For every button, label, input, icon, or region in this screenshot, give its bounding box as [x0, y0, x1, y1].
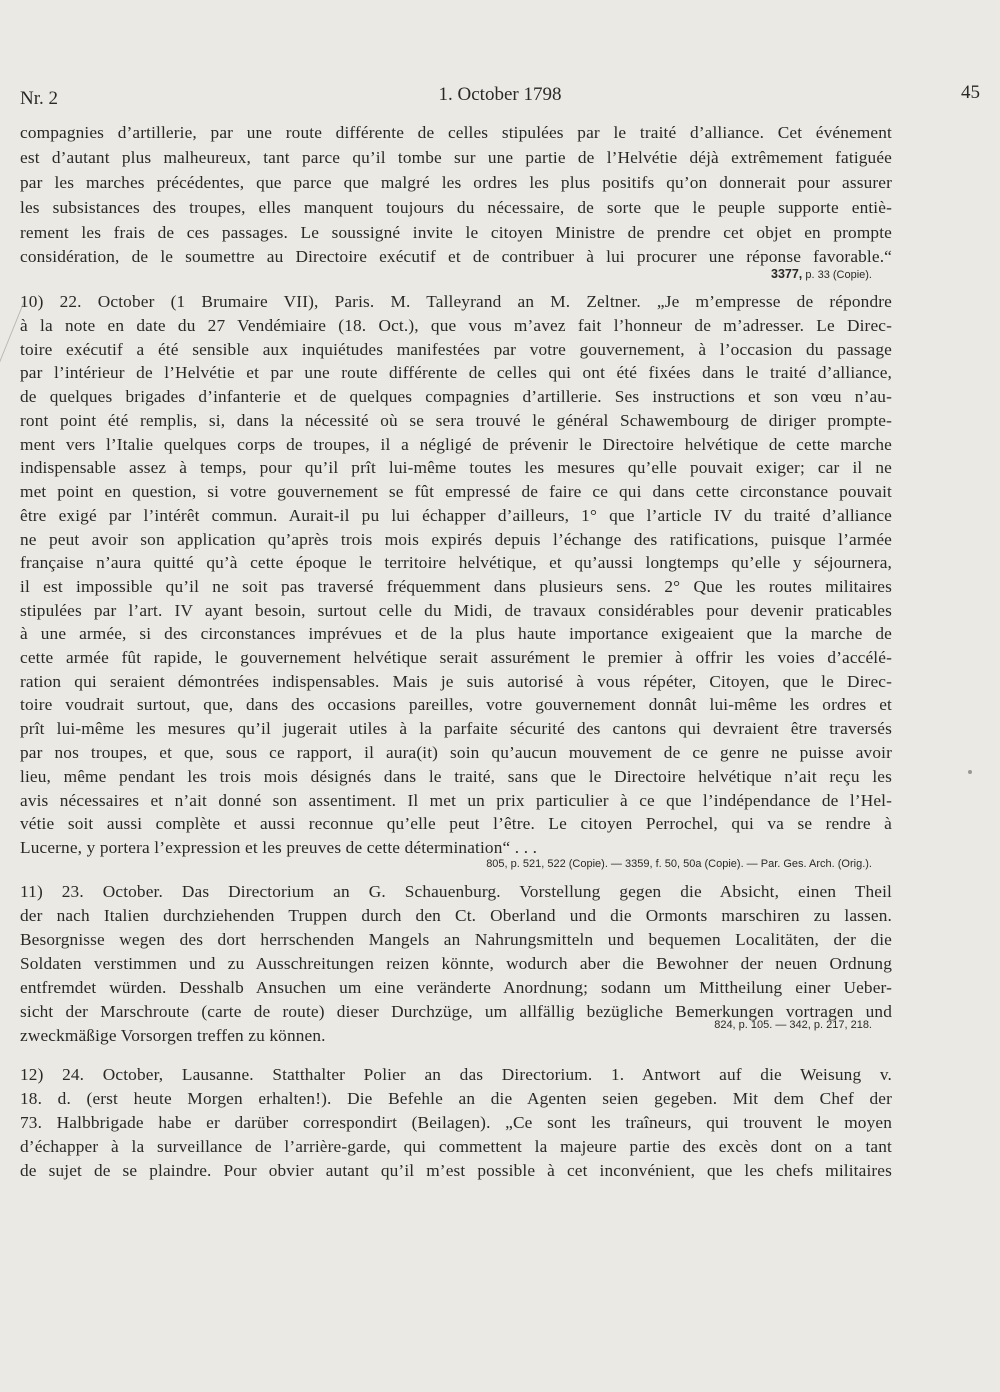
text-line: de sujet de se plaindre. Pour obvier autant qu’il m’est possible à cet inconvénient, que les chefs militaires	[20, 1161, 892, 1180]
text-line: cette armée fût rapide, le gouvernement helvétique serait assurément le premier à offrir les voies d’accélé-	[20, 648, 892, 667]
text-line: Soldaten verstimmen und zu Ausschreitungen reizen könnte, wodurch aber die Bewohner der neuen Ordnung	[20, 954, 892, 973]
text-line: ment vers l’Italie quelques corps de troupes, il a négligé de prévenir le Directoire helvétique de cette marche	[20, 435, 892, 454]
text-line: 10) 22. October (1 Brumaire VII), Paris. M. Talleyrand an M. Zeltner. „Je m’empresse de répondre	[20, 292, 892, 311]
page-speck	[968, 770, 972, 774]
text-line: les subsistances des troupes, elles manquent toujours du nécessaire, de sorte que le peuple supporte entiè-	[20, 198, 892, 217]
text-line: zweckmäßige Vorsorgen treffen zu können.	[20, 1026, 326, 1045]
page-header	[20, 82, 980, 108]
text-line: der nach Italien durchziehenden Truppen durch den Ct. Oberland und die Ormonts marschiren zu lassen.	[20, 906, 892, 925]
text-line: ne peut avoir son application qu’après trois mois expirés depuis l’échange des ratifications, puisque l’armée	[20, 530, 892, 549]
header-date: 1. October 1798	[438, 84, 562, 105]
text-line: Besorgnisse wegen des dort herrschenden Mangels an Nahrungsmitteln und bequemen Localitäten, der die	[20, 930, 892, 949]
page-number: 45	[961, 82, 980, 103]
text-line: 11) 23. October. Das Directorium an G. Schauenburg. Vorstellung gegen die Absicht, einen Theil	[20, 882, 892, 901]
text-line: 12) 24. October, Lausanne. Statthalter Polier an das Directorium. 1. Antwort auf die Weisung v.	[20, 1065, 892, 1084]
source-reference: 805, p. 521, 522 (Copie). — 3359, f. 50, 50a (Copie). — Par. Ges. Arch. (Orig.).	[486, 858, 872, 870]
text-line: lieu, même pendant les trois mois désignés dans le traité, sans que le Directoire helvétique n’ait reçu les	[20, 767, 892, 786]
text-line: à une armée, si des circonstances imprévues et de la plus haute importance exigeaient que la marche de	[20, 624, 892, 643]
text-line: de quelques brigades d’infanterie et de quelques compagnies d’artillerie. Ses instructions et son vœu n’au-	[20, 387, 892, 406]
source-reference	[771, 267, 872, 282]
text-line: il est impossible qu’il ne soit pas traversé fréquemment dans plusieurs sens. 2° Que les routes militaires	[20, 577, 892, 596]
text-line: met point en question, si votre gouvernement se fût empressé de faire ce qui dans cette circonstance pouvait	[20, 482, 892, 501]
text-line: ration qui seraient démontrées indispensables. Mais je suis autorisé à vous répéter, Citoyen, que le Direc-	[20, 672, 892, 691]
text-line: par nos troupes, et que, sous ce rapport, il aura(it) soin qu’aucun mouvement de ce genre ne puisse avoir	[20, 743, 892, 762]
text-line: 18. d. (erst heute Morgen erhalten!). Die Befehle an die Agenten seien gegeben. Mit dem Chef der	[20, 1089, 892, 1108]
text-line: avis nécessaires et n’ait donné son assentiment. Il met un prix particulier à ce que l’indépendance de l’Hel-	[20, 791, 892, 810]
text-line: par les marches précédentes, que parce que malgré les ordres les plus positifs qu’on donnerait pour assurer	[20, 173, 892, 192]
text-line: toire voudrait surtout, que, dans des occasions pareilles, votre gouvernement donnât lui-même les ordres et	[20, 695, 892, 714]
text-line: française n’aura quitté qu’à cette époque le territoire helvétique, et qu’aussi longtemps qu’elle y séjournera,	[20, 553, 892, 572]
text-line: stipulées par l’art. IV ayant besoin, surtout celle du Midi, de travaux considérables pour devenir praticables	[20, 601, 892, 620]
text-line: être exigé par l’intérêt commun. Aurait-il pu lui échapper d’ailleurs, 1° que l’article IV du traité d’alliance	[20, 506, 892, 525]
text-line: compagnies d’artillerie, par une route différente de celles stipulées par le traité d’alliance. Cet événement	[20, 123, 892, 142]
document-number: Nr. 2	[20, 88, 58, 109]
text-line: entfremdet würden. Desshalb Ansuchen um eine veränderte Anordnung; sodann um Mittheilung einer Ueber-	[20, 978, 892, 997]
text-line: prît lui-même les mesures qu’il jugerait utiles à la parfaite sécurité des cantons qui devraient être traversés	[20, 719, 892, 738]
text-line: sicht der Marschroute (carte de route) dieser Durchzüge, um allfällig bezügliche Bemerkungen vortragen und	[20, 1002, 892, 1021]
text-line: considération, de le soumettre au Directoire exécutif et de contribuer à lui procurer une réponse favorable.“	[20, 247, 892, 266]
text-line: 73. Halbbrigade habe er darüber correspondirt (Beilagen). „Ce sont les traîneurs, qui trouvent le moyen	[20, 1113, 892, 1132]
text-line: par l’intérieur de l’Helvétie et par une route différente de celles qui ont été fixées dans le traité d’alliance,	[20, 363, 892, 382]
text-line: vétie soit aussi complète et aussi reconnue qu’elle peut l’être. Le citoyen Perrochel, qui va se rendre à	[20, 814, 892, 833]
text-line: Lucerne, y portera l’expression et les preuves de cette détermination“ . . .	[20, 838, 538, 857]
text-line: à la note en date du 27 Vendémiaire (18. Oct.), que vous m’avez fait l’honneur de m’adresser. Le Direc-	[20, 316, 892, 335]
text-line: toire exécutif a été sensible aux inquiétudes manifestées par votre gouvernement, à l’occasion du passage	[20, 340, 892, 359]
source-number: 3377,	[771, 267, 803, 281]
text-line: rement les frais de ces passages. Le soussigné invite le citoyen Ministre de prendre cet objet en prompte	[20, 223, 892, 242]
text-line: d’échapper à la surveillance de l’arrière-garde, qui commettent la majeure partie des excès dont on a tant	[20, 1137, 892, 1156]
text-line: indispensable assez à temps, pour qu’il prît lui-même toutes les mesures qu’elle pouvait exiger; car il ne	[20, 458, 892, 477]
text-line: ront point été remplis, si, dans la nécessité où se sera trouvé le général Schawembourg de diriger prompte-	[20, 411, 892, 430]
source-reference: 824, p. 105. — 342, p. 217, 218.	[714, 1019, 872, 1031]
source-detail: p. 33 (Copie).	[805, 269, 872, 281]
text-line: est d’autant plus malheureux, tant parce qu’il tombe sur une partie de l’Helvétie déjà extrêmement fatiguée	[20, 148, 892, 167]
